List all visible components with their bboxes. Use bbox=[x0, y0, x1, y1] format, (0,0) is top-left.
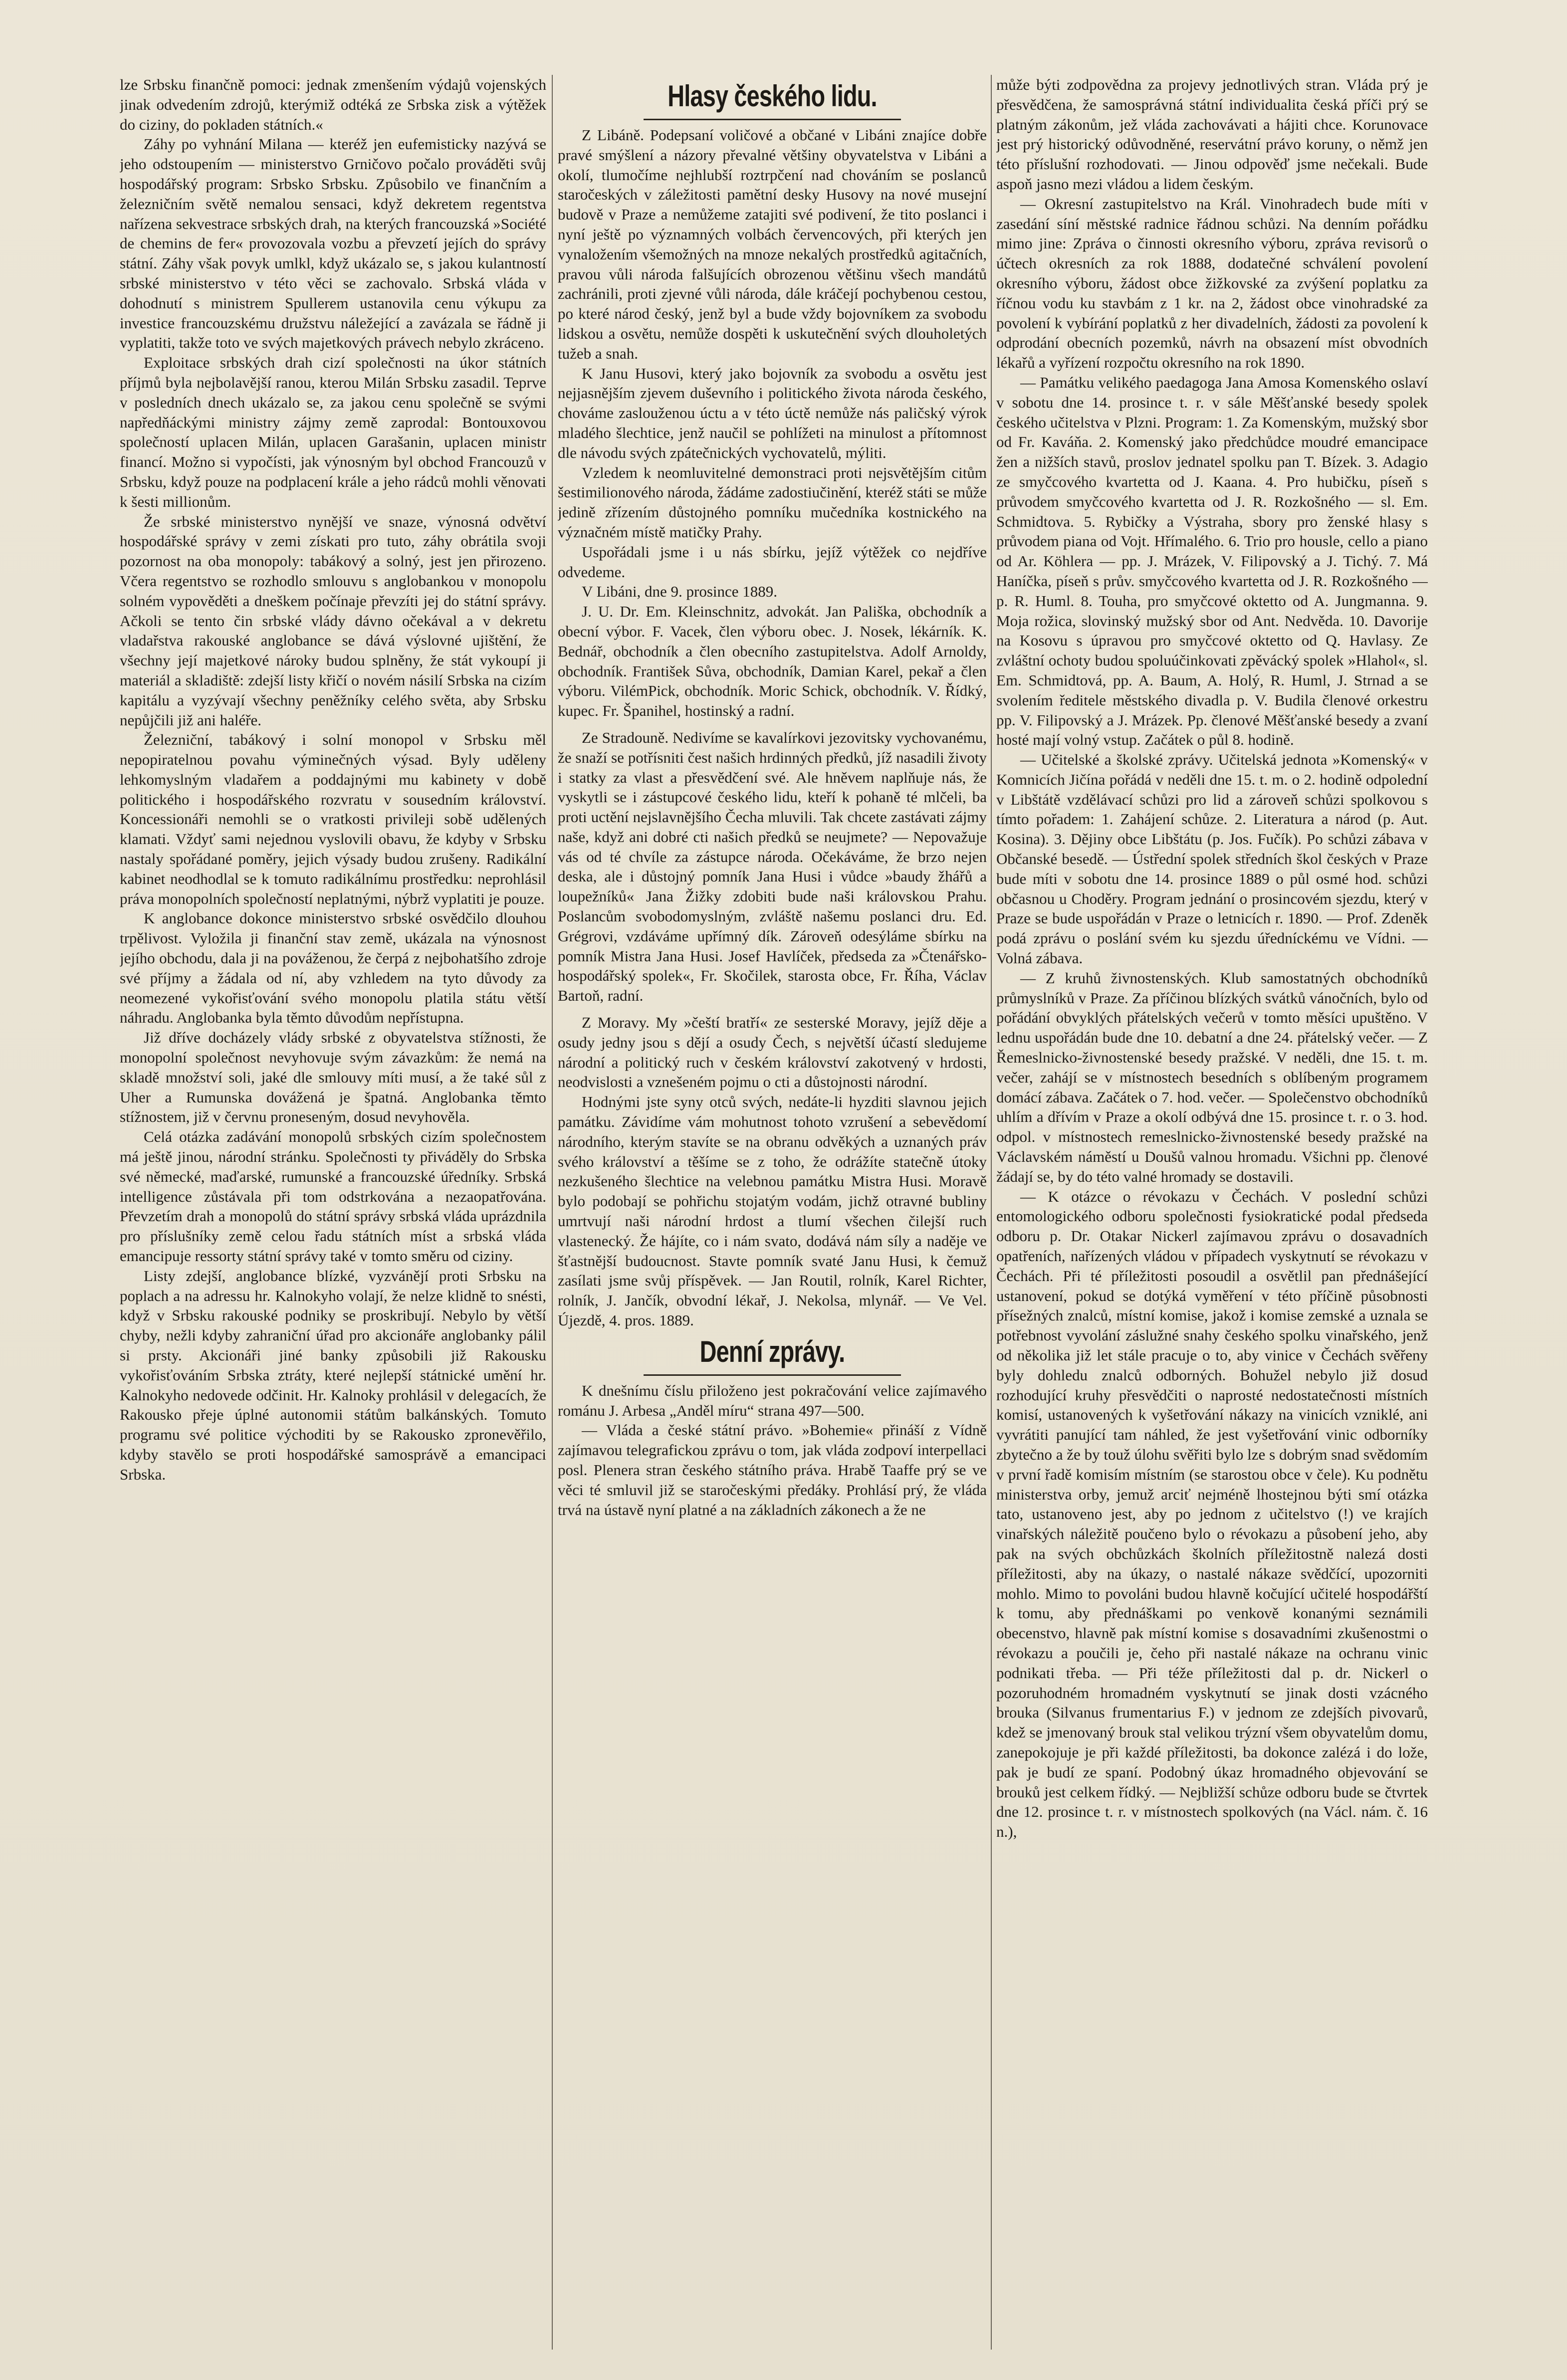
paragraph: — Památku velikého paedagoga Jana Amosa Komenského oslaví v sobotu dne 14. prosince t. r. v sále Měšťanské besedy spolek českého učitelstva v Plzni. Program: 1. Za Komenským, mužský sbor od Fr. Kaváňa. 2. Komenský jako předchůdce moudré emancipace žen a nižších stavů, proslov jednatel spolku pan T. Bízek. 3. Adagio ze smyčcového kvartetta od J. Kaana. 4. Pro hubičku, píseň s průvodem smyčcového kvartetta od J. R. Rozkošného — sl. Em. Schmidtova. 5. Rybičky a Výstraha, sbory pro ženské hlasy s průvodem piana od Vojt. Hřímalého. 6. Trio pro housle, cello a piano od Ar. Köhlera — pp. J. Mrázek, V. Filipovský a J. Tichý. 7. Má Haníčka, píseň s prův. smyčcového kvartetta od J. R. Rozkošného — p. R. Huml. 8. Touha, pro smyčcové oktetto od A. Jungmanna. 9. Moja rožica, slovinský mužský sbor od Ant. Nedvěda. 10. Davorije na Kosovu s úpravou pro smyčcové oktetto od Q. Havlasy. Ze zvláštní ochoty budou spoluúčinkovati zpěvácký spolek »Hlahol«, sl. Em. Schmidtová, pp. A. Baum, A. Holý, R. Huml, J. Strnad a se svolením ředitele městského divadla p. V. Budila členové orkestru pp. V. Filipovský a J. Mrázek. Pp. členové Měšťanské besedy a zvaní hosté mají volný vstup. Začátek o půl 8. hodině. bbox=[996, 373, 1428, 749]
paragraph: Z Moravy. My »čeští bratří« ze sesterské Moravy, jejíž děje a osudy jedny jsou s dějí a osudy Čech, s největší účastí sledujeme národní a politický ruch v českém království zakotvený v hrdosti, neodvislosti a vznešeném pojmu o cti a důstojnosti národní. bbox=[558, 1014, 987, 1091]
column-divider bbox=[552, 75, 553, 2350]
paragraph: Hodnými jste syny otců svých, nedáte-li hyzditi slavnou jejich památku. Závidíme vám mohutnost tohoto vzrušení a sebevědomí národního, kterým stavíte se na obranu odvěkých a uznaných práv svého království a těšíme se z toho, že odrážíte statečně útoky nezkušeného šlechtice na velebnou památku Mistra Husi. Moravě bylo podobají se pohřichu stojatým vodám, jichž otravné bubliny umrtvují naši národní hrdost a tlumí všechen čilejší ruch vlastenecký. Že hájíte, co i nám svato, dodává nám síly a naděje ve šťastnější budoucnost. Stavte pomník svaté Janu Husi, k čemuž zasílati jsme svůj příspěvek. — Jan Routil, rolník, Karel Richter, rolník, J. Jančík, obvodní lékař, J. Nekolsa, mlynář. — Ve Vel. Újezdě, 4. pros. 1889. bbox=[558, 1093, 987, 1329]
spacer bbox=[558, 1006, 987, 1013]
paragraph: Že srbské ministerstvo nynější ve snaze, výnosná odvětví hospodářské správy v zemi získati pro tuto, záhy obrátila svoji pozornost na oba monopoly: tabákový a solný, jest jen přirozeno. Včera regentstvo se rozhodlo smlouvu s anglobankou v monopolu solném vypověděti a dneškem počínaje převzíti jej do státní správy. Ačkoli se tento čin srbské vlády dávno očekával a v dekretu vladařstva rakouské anglobance se dává výslovné ujištění, že všechny její majetkové nároky budou splněny, že stát vykoupí ji materiál a skladiště: zdejší listy křičí o novém násilí Srbska na cizím kapitálu a vyzývají všechny peněžníky celého světa, aby Srbsku nepůjčili již ani haléře. bbox=[120, 512, 546, 729]
column-divider bbox=[991, 75, 992, 2350]
paragraph: Listy zdejší, anglobance blízké, vyzvánějí proti Srbsku na poplach a na adressu hr. Kalnokyho volají, že nelze klidně to snésti, když v Srbsku rakouské podniky se proskribují. Nebylo by větší chyby, nežli kdyby zahraniční úřad pro akcionáře anglobanky pálil si prsty. Akcionáři jiné banky způsobili již Rakousku vykořisťováním Srbska ztráty, které nejlepší státnické umění hr. Kalnokyho nedovede odčinit. Hr. Kalnoky prohlásil v delegacích, že Rakousko přeje úplné autonomii státům balkánských. Tomuto programu své politice východiti by se Rakousko zpronevěřilo, kdyby stavělo se proti hospodářské samosprávě a emancipaci Srbska. bbox=[120, 1267, 546, 1483]
section-heading-denni-zpravy: Denní zprávy. bbox=[699, 1334, 845, 1368]
paragraph: Ze Stradouně. Nedivíme se kavalírkovi jezovitsky vychovanému, že snaží se potřísniti čest našich hrdinných předků, jíž nasadili životy i statky za vlast a přesvědčení své. Ale hněvem naplňuje nás, že vyskytli se i zástupcové českého lidu, kteří k pohaně té mlčeli, ba proti uctění nejslavnějšího Čecha mluvili. Tak chcete zastávati zájmy naše, když ani dobré cti našich předků se neujmete? — Nepovažuje vás od té chvíle za zástupce národa. Očekáváme, že brzo nejen deska, ale i důstojný pomník Jana Husi i vůdce »baudy žhářů a loupežníků« Jana Žižky zdobiti bude naši královskou Prahu. Poslancům svobodomyslným, zvláště našemu poslanci dru. Ed. Grégrovi, vzdáváme upřímný dík. Zároveň odesýláme sbírku na pomník Mistra Jana Husi. Josef Havlíček, předseda za »Čtenářsko-hospodářský spolek«, Fr. Skočilek, starosta obce, Fr. Říha, Václav Bartoň, radní. bbox=[558, 728, 987, 1005]
section-heading-hlasy: Hlasy českého lidu. bbox=[668, 79, 877, 113]
paragraph: může býti zodpovědna za projevy jednotlivých stran. Vláda prý je přesvědčena, že samosprávná státní individualita česká příči prý se platným zákonům, jež vláda zachovávati a hájiti chce. Korunovace jest prý historický odůvodněné, reservátní právo koruny, o němž jen této příslušní rozhodovati. — Jinou odpověď jsme nečekali. Bude aspoň jasno mezi vládou a lidem českým. bbox=[996, 76, 1428, 193]
paragraph: — Okresní zastupitelstvo na Král. Vinohradech bude míti v zasedání síní městské radnice řádnou schůzi. Na denním pořádku mimo jine: Zpráva o činnosti okresního výboru, zpráva revisorů o účtech okresních za rok 1888, dodatečné schválení povolení okresního výboru, žádost obce žižkovské za zvýšení poplatku za říčnou vodu ku stavbám z 1 kr. na 2, žádost obce vinohradské za povolení k vybírání poplatků z her divadelních, žádosti za povolení k odprodání obecních pozemků, návrh na obsazení míst obvodních lékařů a vyřízení rozpočtu okresního na rok 1890. bbox=[996, 195, 1428, 372]
column-right bbox=[996, 75, 1428, 2360]
paragraph: — Z kruhů živnostenských. Klub samostatných obchodníků průmyslníků v Praze. Za příčinou blízkých svátků vánočních, bylo od pořádání obvyklých přátelských večerů v tomto měsíci upuštěno. V lednu uspořádán bude dne 10. debatní a dne 24. přátelský večer. — Z Řemeslnicko-živnostenské besedy pražské. V neděli, dne 15. t. m. večer, zahájí se v místnostech besedních s oblíbeným programem domácí zábava. Začátek o 7. hod. večer. — Společenstvo obchodníků uhlím a dřívím v Praze a okolí odbývá dne 15. prosince t. r. o 3. hod. odpol. v místnostech remeslnicko-živnostenské besedy pražské na Václavském náměstí u Doušů valnou hromadu. Všichni pp. členové žádají se, by do této valné hromady se dostavili. bbox=[996, 969, 1428, 1185]
paragraph: Záhy po vyhnání Milana — kteréž jen eufemisticky nazývá se jeho odstoupením — ministerstvo Grničovo počalo prováděti svůj hospodářský program: Srbsko Srbsku. Způsobilo ve finančním a železničním světě nemalou sensaci, když dekretem regentstva nařízena sekvestrace srbských drah, na kterých francouzská »Société de chemins de fer« provozovala vozbu a převzetí jejích do správy státní. Záhy však povyk umlkl, když ukázalo se, s jakou kulantností srbské ministerstvo v této věci se zachovalo. Srbská vláda v dohodnutí s ministrem Spullerem ustanovila cenu výkupu za investice francouzskému družstvu náležející a zavázala se řádně ji vyplatiti, takže toto ve svých majetkových právech nebylo zkráceno. bbox=[120, 135, 546, 352]
paragraph: Uspořádali jsme i u nás sbírku, jejíž výtěžek co nejdříve odvedeme. bbox=[558, 543, 987, 581]
column-middle bbox=[558, 75, 987, 2360]
paragraph: K dnešnímu číslu přiloženo jest pokračování velice zajímavého románu J. Arbesa „Anděl míru“ strana 497—500. bbox=[558, 1381, 987, 1419]
paragraph: Z Libáně. Podepsaní voličové a občané v Libáni znajíce dobře pravé smýšlení a názory převalné většiny obyvatelstva v Libáni a okolí, tlumočíme nejhlubší roztrpčení nad chováním se poslanců staročeských v záležitosti pamětní desky Husovy na nové musejní budově v Praze a nemůžeme zatajiti své podivení, že tito poslanci i nyní ještě po významných volbách červencových, při kterých jen vynaložením všemožných na mnoze nekalých prostředků agitačních, pravou vůli národa falšujících obrozenou většinu všech mandátů zachránili, proti zjevné vůli národa, dále kráčejí pochybenou cestou, po které národ český, jenž byl a bude vždy bojovníkem za svobodu lidskou a osvětu, nemůže dospěti k uskutečnění svých dlouholetých tužeb a snah. bbox=[558, 126, 987, 362]
spacer bbox=[558, 721, 987, 728]
paragraph: — K otázce o révokazu v Čechách. V poslední schůzi entomologického odboru společnosti fysiokratické podal předseda odboru p. Dr. Otakar Nickerl zajímavou zprávu o dosavadních opatřeních, nařízených vládou v případech vyskytnutí se révokazu v Čechách. Při té příležitosti posoudil a osvětlil pan přednášející ustanovení, pokud se dotýká vyměření v této příčině působnosti přísežných znalců, místní komise, jakož i komise zemské a uznala se potřebnost vyvolání záslužné snahy českého spolku vinařského, jenž od několika již let stále pracuje o to, aby vinice v Čechách svěřeny byly dohledu znalců odborných. Bohužel nebylo již dosud rozhodující kruhy přesvědčiti o naprosté nedostatečnosti místních komisí, ustanovených k vyšetřování nákazy na vinicích vzniklé, ani vyvrátiti panující tam náhled, že jest vyšetřování vinic odborníky zbytečno a že by touž úlohu svěřiti bylo lze s dobrým snad svědomím v první řadě komisím místním (se starostou obce v čele). Ku podnětu ministerstva orby, jemuž arciť nejméně lhostejnou býti smí otázka tato, ustanoveno jest, aby po jednom z učitelstvo (!) ve krajích vinařských náležitě poučeno bylo o révokazu a působení jeho, aby pak na svých obchůzkách školních příležitostně nalezá dosti příležitosti, aby na úkazy, o nastalé nákaze svědčící, upozorniti mohlo. Mimo to povoláni budou hlavně kočující učitelé hospodářští k tomu, aby přednáškami po venkově konanými seznámili obecenstvo, hlavně pak místní komise s dosavadními zkušenostmi o révokazu a poučili je, čeho při nastalé nákaze na ochranu vinic podnikati třeba. — Při téže příležitosti dal p. dr. Nickerl o pozoruhodném hromadném vyskytnutí se jinak dosti vzácného brouka (Silvanus frumentarius F.) v jednom ze zdejších pivovarů, kdež se jmenovaný brouk stal velikou trýzní všem obyvatelům domu, zanepokojuje je při každé příležitosti, ba dokonce zalézá i do lože, pak je budí ze spaní. Podobný úkaz hromadného objevování se brouků jest celkem řídký. — Nejbližší schůze odboru bude se čtvrtek dne 12. prosince t. r. v místnostech spolkových (na Václ. nám. č. 16 n.), bbox=[996, 1187, 1428, 1841]
paragraph: — Vláda a české státní právo. »Bohemie« přináší z Vídně zajímavou telegrafickou zprávu o tom, jak vláda zodpoví interpellaci posl. Plenera stran českého státního práva. Hrabě Taaffe prý se ve věci té smluvil již se staročeskými předáky. Prohlásí prý, že vláda trvá na ústavě nyní platné a na základních zákonech a že ne bbox=[558, 1421, 987, 1518]
paragraph: Vzledem k neomluvitelné demonstraci proti nejsvětějším citům šestimilionového národa, žádáme zadostiučinění, kteréž státi se může jedině zřízením důstojného pomníku mučedníka kostnického na význačném místě matičky Prahy. bbox=[558, 463, 987, 541]
paragraph: Exploitace srbských drah cizí společnosti na úkor státních příjmů byla nejbolavější ranou, kterou Milán Srbsku zasadil. Teprve v posledních dnech ukázalo se, za jakou cenu společně se svými napředňáckými ministry zájmy země zaprodal: Bontouxovou společností uplacen Milán, uplacen Garašanin, uplacen ministr financí. Možno si vypočísti, jak výnosným byl obchod Francouzů v Srbsku, když pouze na podplacení krále a jeho rádců mohli věnovati k šesti millionům. bbox=[120, 354, 546, 510]
signatories: J. U. Dr. Em. Kleinschnitz, advokát. Jan Pališka, obchodník a obecní výbor. F. Vacek, člen výboru obec. J. Nosek, lékárník. K. Bednář, obchodník a člen obecního zastupitelstva. Adolf Arnoldy, obchodník. František Sůva, obchodník, Damian Karel, pekař a člen výboru. VilémPick, obchodník. Moric Schick, obchodník. V. Řídký, kupec. Fr. Španihel, hostinský a radní. bbox=[558, 603, 987, 720]
paragraph: Již dříve docházely vlády srbské z obyvatelstva stížnosti, že monopolní společnost nevyhovuje svým závazkům: že nemá na skladě množství soli, jaké dle smlouvy míti musí, a že také sůl z Uher a Rumunska dovážená je špatná. Anglobanka těmto stížnostem, již v červnu proneseným, dosud nevyhověla. bbox=[120, 1029, 546, 1126]
paragraph: K Janu Husovi, který jako bojovník za svobodu a osvětu jest nejjasnějším zjevem duševního i politického života národa českého, chováme zaslouženou úctu a v této úctě nemůže nás paličský výrok mladého šlechtice, jenž naučil se pohlížeti na minulost a přítomnost dle návodu svých zpátečnických vychovatelů, mýliti. bbox=[558, 364, 987, 461]
heading-underline bbox=[644, 119, 901, 120]
dateline: V Libáni, dne 9. prosince 1889. bbox=[582, 583, 778, 601]
heading-underline bbox=[644, 1374, 901, 1376]
paragraph: lze Srbsku finančně pomoci: jednak zmenšením výdajů vojenských jinak odvedením zdrojů, kterýmiž odtéká ze Srbska zisk a výtěžek do ciziny, do pokladen státních.« bbox=[120, 76, 546, 133]
paragraph: Železniční, tabákový i solní monopol v Srbsku měl nepopiratelnou povahu výminečných výsad. Byly uděleny lehkomyslným vladařem a poddajnými mu kabinety v době politického i hospodářského rozvratu v sousedním království. Koncessionáři nemohli se o vratkosti privileji sobě udělených klamati. Vždyť sami nejednou vyslovili obavu, že kdyby v Srbsku nastaly spořádané poměry, jejich výsady budou zrušeny. Radikální kabinet neodhodlal se k tomuto radikálnímu prostředku: neprohlásil práva monopolních společností neplatnými, nýbrž vyplatiti je pouze. bbox=[120, 731, 546, 907]
paragraph: Celá otázka zadávání monopolů srbských cizím společnostem má ještě jinou, národní stránku. Společnosti ty přiváděly do Srbska své německé, maďarské, rumunské a francouzské úředníky. Srbská intelligence zůstávala při tom odstrkována a nezaopatřována. Převzetím drah a monopolů do státní správy srbská vláda uprázdnila pro příslušníky země celou řadu státních míst a srbská vláda emancipuje ressorty státní správy také v tomto směru od ciziny. bbox=[120, 1128, 546, 1265]
column-left bbox=[120, 75, 546, 2360]
paragraph: — Učitelské a školské zprávy. Učitelská jednota »Komenský« v Komnicích Jičína pořádá v neděli dne 15. t. m. o 2. hodině odpolední v Libštátě vzdělávací schůzi pro lid a zároveň schůzi spolkovou s tímto pořadem: 1. Zahájení schůze. 2. Literatura a národ (p. Aut. Kosina). 3. Dějiny obce Libštátu (p. Jos. Fučík). Po schůzi zábava v Občanské besedě. — Ústřední spolek středních škol českých v Praze bude míti v sobotu dne 14. prosince 1889 o půl osmé hod. schůzi občasnou u Choděry. Program jednání o prosincovém sjezdu, který v Praze se bude uspořádán v Praze o letnicích r. 1890. — Prof. Zdeněk podá zprávu o poslání svém ku sjezdu úředníckému ve Vídni. — Volná zábava. bbox=[996, 751, 1428, 967]
paragraph: K anglobance dokonce ministerstvo srbské osvědčilo dlouhou trpělivost. Vyložila ji finanční stav země, ukázala na výnosnost jejího obchodu, dala ji na pováženou, že čerpá z nejbohatšího zdroje své příjmy a žádala od ní, aby vzhledem na tyto důvody za neomezené vykořisťování svého monopolu platila státu větší náhradu. Anglobanka byla těmto důvodům nepřístupna. bbox=[120, 909, 546, 1027]
